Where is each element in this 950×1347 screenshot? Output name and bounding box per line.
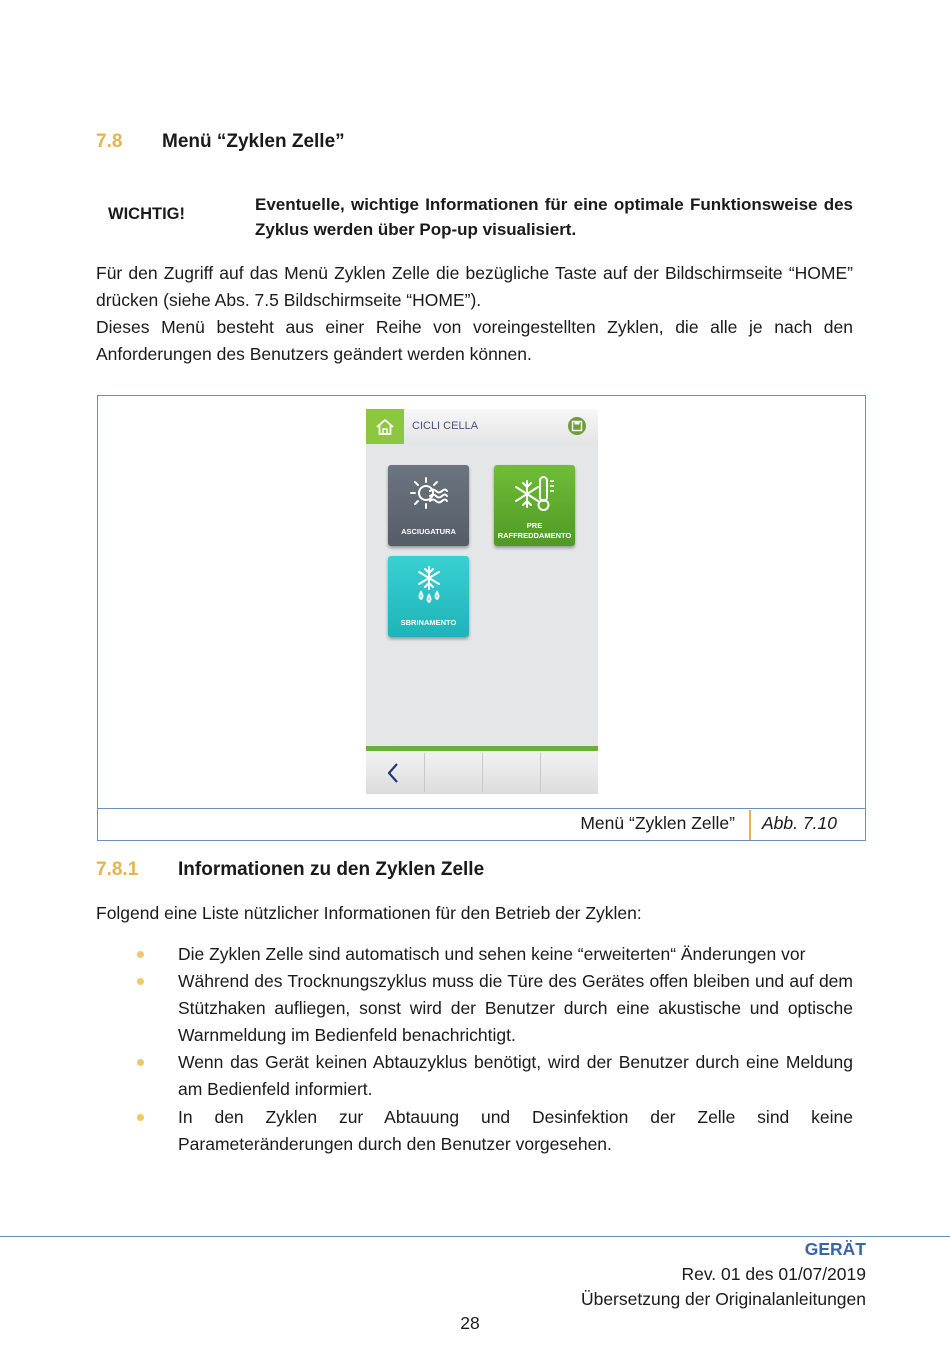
tile-label-line2: RAFFREDDAMENTO — [497, 531, 572, 540]
tile-sbrinamento[interactable] — [388, 556, 469, 637]
tile-label: SBRINAMENTO — [400, 618, 457, 627]
bullet-dot — [137, 978, 144, 985]
snowflake-drops-icon — [408, 564, 450, 606]
footer-brand: GERÄT — [804, 1239, 866, 1259]
tile-asciugatura[interactable] — [388, 465, 469, 546]
chevron-left-icon — [384, 761, 402, 785]
bullet-dot — [137, 1114, 144, 1121]
save-icon — [571, 420, 583, 432]
list-item: Während des Trocknungszyklus muss die Türe des Gerätes offen bleiben und auf dem Stützhaken aufliegen, sonst wird der Benutzer durch eine akustische und optische Warnmeldung im Bedienfeld benachrichtigt. — [178, 971, 853, 1045]
home-button[interactable] — [366, 409, 404, 444]
page-number: 28 — [460, 1313, 480, 1333]
subsection-number: 7.8.1 — [96, 859, 139, 880]
tile-label-line1: PRE — [526, 521, 543, 530]
list-item: In den Zyklen zur Abtauung und Desinfektion der Zelle sind keine Parameteränderungen durch den Benutzer vorgesehen. — [178, 1107, 853, 1154]
figure-frame — [97, 395, 866, 841]
list-item: Die Zyklen Zelle sind automatisch und sehen keine “erweiterten“ Änderungen vor — [178, 944, 806, 964]
tile-label: ASCIUGATURA — [401, 527, 456, 536]
subsection-title: Informationen zu den Zyklen Zelle — [178, 859, 485, 880]
sun-waves-icon — [408, 473, 450, 515]
footer-revision: Rev. 01 des 01/07/2019 — [681, 1264, 866, 1284]
tile-pre-raffreddamento[interactable] — [494, 465, 575, 546]
tile-label — [494, 521, 575, 541]
caption-separator — [98, 808, 865, 809]
save-button[interactable] — [568, 417, 586, 435]
figure-ref: Abb. 7.10 — [762, 813, 837, 833]
bullet-dot — [137, 951, 144, 958]
home-icon — [375, 418, 395, 436]
screen-title: CICLI CELLA — [412, 420, 479, 432]
section-number: 7.8 — [96, 131, 123, 152]
intro-text: Folgend eine Liste nützlicher Informationen für den Betrieb der Zyklen: — [96, 903, 642, 923]
bottombar-divider — [540, 753, 541, 792]
paragraph-access: Für den Zugriff auf das Menü Zyklen Zelle die bezügliche Taste auf der Bildschirmseite “HOME” drücken (siehe Abs. 7.5 Bildschirmseite “HOME”). — [96, 263, 853, 310]
footer-rule — [0, 1236, 950, 1237]
footer-translation: Übersetzung der Originalanleitungen — [580, 1289, 866, 1309]
back-button[interactable] — [384, 761, 402, 790]
bottombar-divider — [424, 753, 425, 792]
list-item: Wenn das Gerät keinen Abtauzyklus benötigt, wird der Benutzer durch eine Meldung am Bedienfeld informiert. — [178, 1052, 853, 1099]
caption-divider — [749, 810, 751, 840]
note-text: Eventuelle, wichtige Informationen für eine optimale Funktionsweise des Zyklus werden über Pop-up visualisiert. — [255, 195, 853, 239]
note-label: WICHTIG! — [108, 205, 185, 223]
paragraph-menu: Dieses Menü besteht aus einer Reihe von voreingestellten Zyklen, die alle je nach den Anforderungen des Benutzers geändert werden können. — [96, 317, 853, 364]
bullet-dot — [137, 1059, 144, 1066]
device-screen — [366, 409, 598, 794]
bottombar-divider — [482, 753, 483, 792]
figure-caption: Menü “Zyklen Zelle” — [580, 813, 735, 833]
snowflake-thermometer-icon — [514, 473, 556, 515]
section-title: Menü “Zyklen Zelle” — [162, 131, 345, 152]
